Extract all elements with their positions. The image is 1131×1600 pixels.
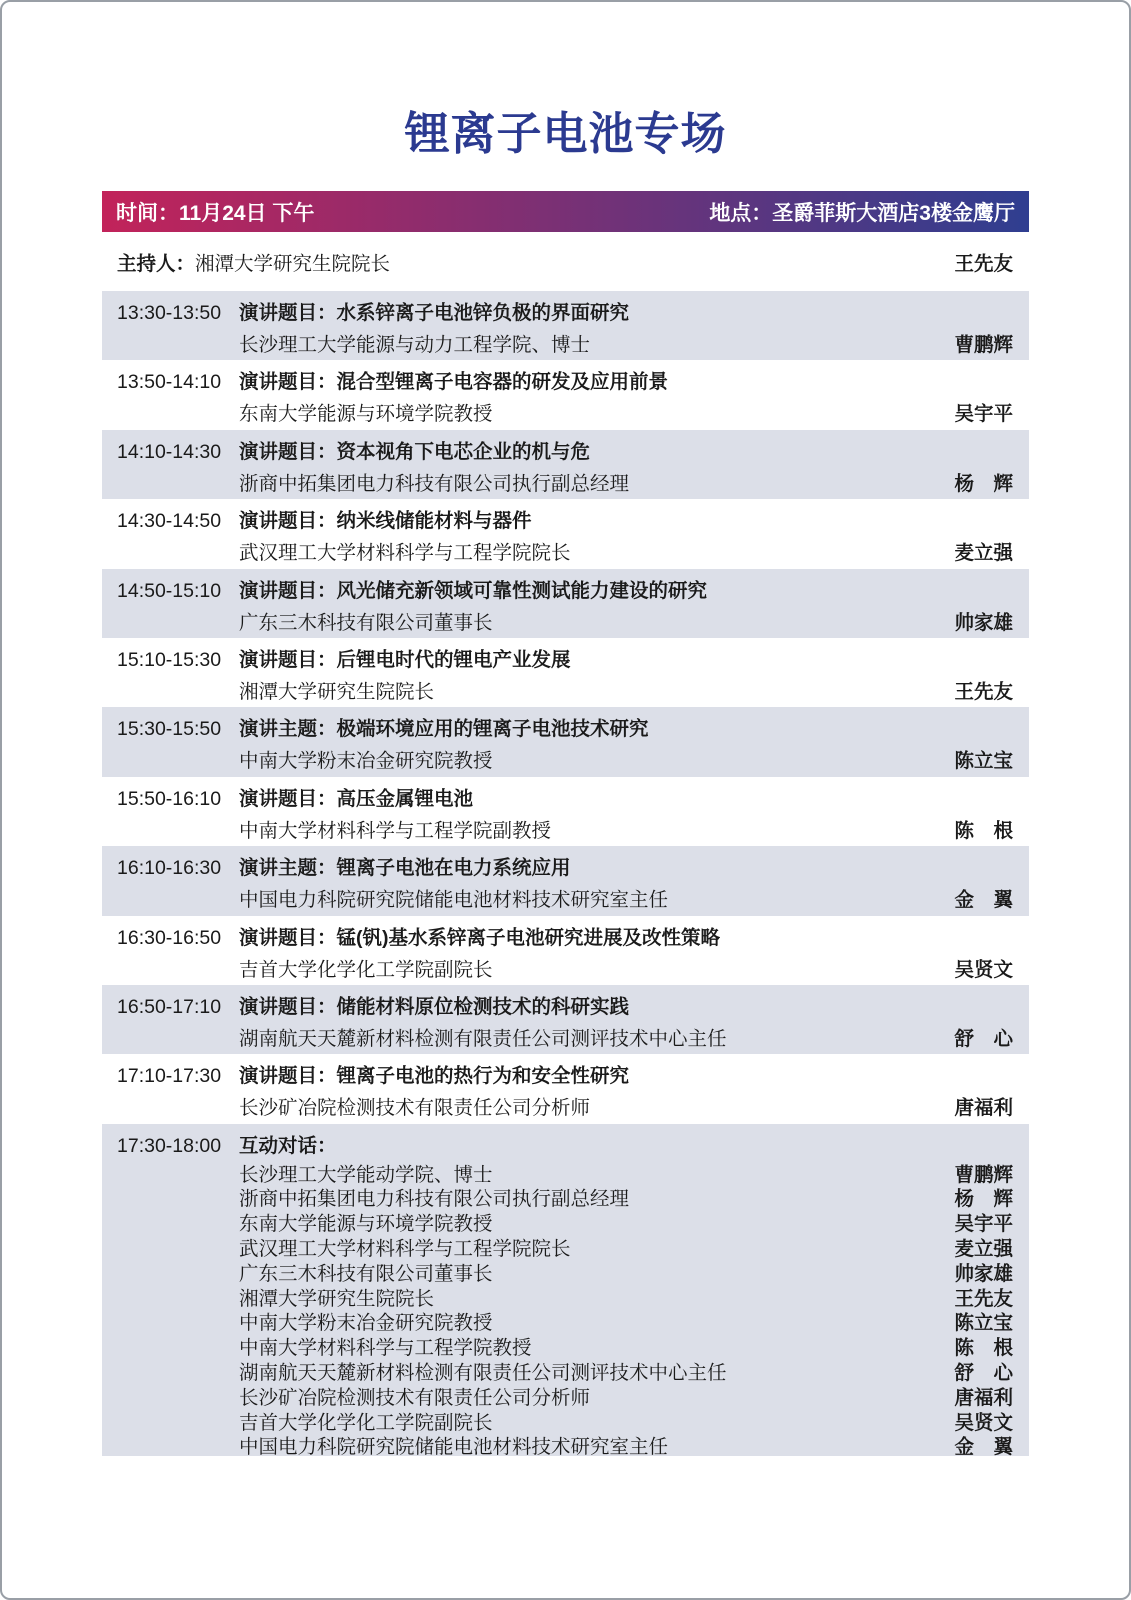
participant-name: 曹鹏辉 [954,1163,1013,1186]
session-affiliation: 吉首大学化学化工学院副院长 [239,958,493,981]
session-topic: 演讲题目：水系锌离子电池锌负极的界面研究 [239,302,630,324]
session-speaker: 唐福利 [954,1097,1013,1120]
session-time: 13:30-13:50 [117,302,222,324]
session-speaker: 陈 根 [954,819,1013,842]
participant-row [239,1411,1013,1436]
session-topic: 演讲题目：锰(钒)基水系锌离子电池研究进展及改性策略 [239,926,720,949]
session-time: 16:50-17:10 [117,995,222,1018]
dialogue-label: 互动对话： [239,1134,337,1157]
session-affiliation: 武汉理工大学材料科学与工程学院院长 [239,542,571,565]
session-row [102,499,1029,568]
participant-name: 王先友 [954,1287,1013,1310]
session-time: 14:10-14:30 [117,440,222,463]
session-time: 17:10-17:30 [117,1065,222,1088]
session-row [102,638,1029,707]
participant-affiliation: 长沙矿冶院检测技术有限责任公司分析师 [239,1386,591,1409]
session-affiliation: 广东三木科技有限公司董事长 [239,611,493,634]
schedule [102,291,1029,1459]
participant-row [239,1311,1013,1336]
participant-name: 金 翼 [954,1436,1013,1459]
participant-affiliation: 湘潭大学研究生院院长 [239,1287,435,1310]
participant-row [239,1187,1013,1212]
participant-row [239,1163,1013,1188]
participant-row [239,1287,1013,1312]
participant-name: 舒 心 [954,1362,1013,1385]
session-speaker: 帅家雄 [954,611,1013,634]
session-affiliation: 湘潭大学研究生院院长 [239,680,435,703]
participant-affiliation: 中国电力科院研究院储能电池材料技术研究室主任 [239,1436,669,1459]
session-time: 15:10-15:30 [117,648,222,671]
dialogue-time: 17:30-18:00 [117,1134,222,1157]
participant-name: 陈 根 [954,1337,1013,1360]
session-speaker: 王先友 [954,680,1013,703]
participant-row [239,1386,1013,1411]
session-row [102,360,1029,429]
session-topic: 演讲题目：锂离子电池的热行为和安全性研究 [239,1065,630,1088]
session-row [102,985,1029,1054]
session-affiliation: 中南大学粉末冶金研究院教授 [239,750,493,773]
session-affiliation: 长沙理工大学能源与动力工程学院、博士 [239,334,591,356]
session-speaker: 吴贤文 [954,958,1013,981]
session-speaker: 麦立强 [954,542,1013,565]
session-row [102,569,1029,638]
session-topic: 演讲题目：后锂电时代的锂电产业发展 [239,648,571,671]
participant-affiliation: 浙商中拓集团电力科技有限公司执行副总经理 [239,1188,630,1211]
session-affiliation: 湖南航天天麓新材料检测有限责任公司测评技术中心主任 [239,1027,727,1050]
participant-name: 吴宇平 [954,1213,1013,1236]
session-speaker: 陈立宝 [954,750,1013,773]
session-affiliation: 长沙矿冶院检测技术有限责任公司分析师 [239,1097,591,1120]
session-time: 16:10-16:30 [117,857,222,880]
participant-affiliation: 武汉理工大学材料科学与工程学院院长 [239,1238,571,1261]
participant-name: 吴贤文 [954,1411,1013,1434]
participant-row [239,1262,1013,1287]
session-topic: 演讲题目：资本视角下电芯企业的机与危 [239,440,591,463]
session-row [102,777,1029,846]
session-topic: 演讲题目：储能材料原位检测技术的科研实践 [239,995,630,1018]
session-speaker: 吴宇平 [954,403,1013,426]
participant-affiliation: 中南大学材料科学与工程学院教授 [239,1337,532,1360]
session-time: 13:50-14:10 [117,371,222,394]
participant-affiliation: 长沙理工大学能动学院、博士 [239,1163,493,1186]
dialogue-participants [117,1163,1013,1461]
session-affiliation: 浙商中拓集团电力科技有限公司执行副总经理 [239,472,630,495]
band-location-label: 地点：圣爵菲斯大酒店3楼金鹰厅 [709,201,1015,225]
dialogue-row [102,1124,1029,1459]
session-topic: 演讲题目：风光储充新领域可靠性测试能力建设的研究 [239,579,708,602]
participant-name: 杨 辉 [954,1188,1013,1211]
session-time: 16:30-16:50 [117,926,222,949]
session-affiliation: 中南大学材料科学与工程学院副教授 [239,819,552,842]
session-row [102,430,1029,499]
session-time: 15:50-16:10 [117,787,222,810]
participant-name: 麦立强 [954,1238,1013,1261]
participant-name: 唐福利 [954,1386,1013,1409]
session-time: 14:30-14:50 [117,510,222,533]
participant-row [239,1336,1013,1361]
host-name: 王先友 [954,252,1013,275]
participant-row [239,1237,1013,1262]
participant-affiliation: 中南大学粉末冶金研究院教授 [239,1312,493,1335]
participant-row [239,1361,1013,1386]
page-title: 锂离子电池专场 [404,108,727,159]
session-speaker: 金 翼 [954,889,1013,912]
session-affiliation: 东南大学能源与环境学院教授 [239,403,493,426]
session-speaker: 曹鹏辉 [954,334,1013,356]
session-topic: 演讲题目：混合型锂离子电容器的研发及应用前景 [239,371,669,394]
session-row [102,291,1029,360]
session-row [102,916,1029,985]
session-topic: 演讲题目：高压金属锂电池 [239,787,474,810]
session-speaker: 杨 辉 [954,472,1013,495]
session-topic: 演讲题目：纳米线储能材料与器件 [239,510,532,533]
session-row [102,846,1029,915]
participant-affiliation: 广东三木科技有限公司董事长 [239,1262,493,1285]
session-topic: 演讲主题：极端环境应用的锂离子电池技术研究 [239,718,649,741]
participant-name: 帅家雄 [954,1262,1013,1285]
host-row [102,232,1029,291]
time-location-band [102,191,1029,232]
host-affiliation: 湘潭大学研究生院院长 [195,252,391,275]
host-label: 主持人： [117,252,196,275]
participant-affiliation: 湖南航天天麓新材料检测有限责任公司测评技术中心主任 [239,1362,727,1385]
participant-affiliation: 吉首大学化学化工学院副院长 [239,1411,493,1434]
session-time: 14:50-15:10 [117,579,222,602]
session-speaker: 舒 心 [954,1027,1013,1050]
session-row [102,707,1029,776]
participant-name: 陈立宝 [954,1312,1013,1335]
session-affiliation: 中国电力科院研究院储能电池材料技术研究室主任 [239,889,669,912]
session-row [102,1054,1029,1123]
session-topic: 演讲主题：锂离子电池在电力系统应用 [239,857,571,880]
session-time: 15:30-15:50 [117,718,222,741]
participant-row [239,1212,1013,1237]
band-time-label: 时间：11月24日 下午 [116,201,315,225]
participant-row [239,1435,1013,1460]
participant-affiliation: 东南大学能源与环境学院教授 [239,1213,493,1236]
